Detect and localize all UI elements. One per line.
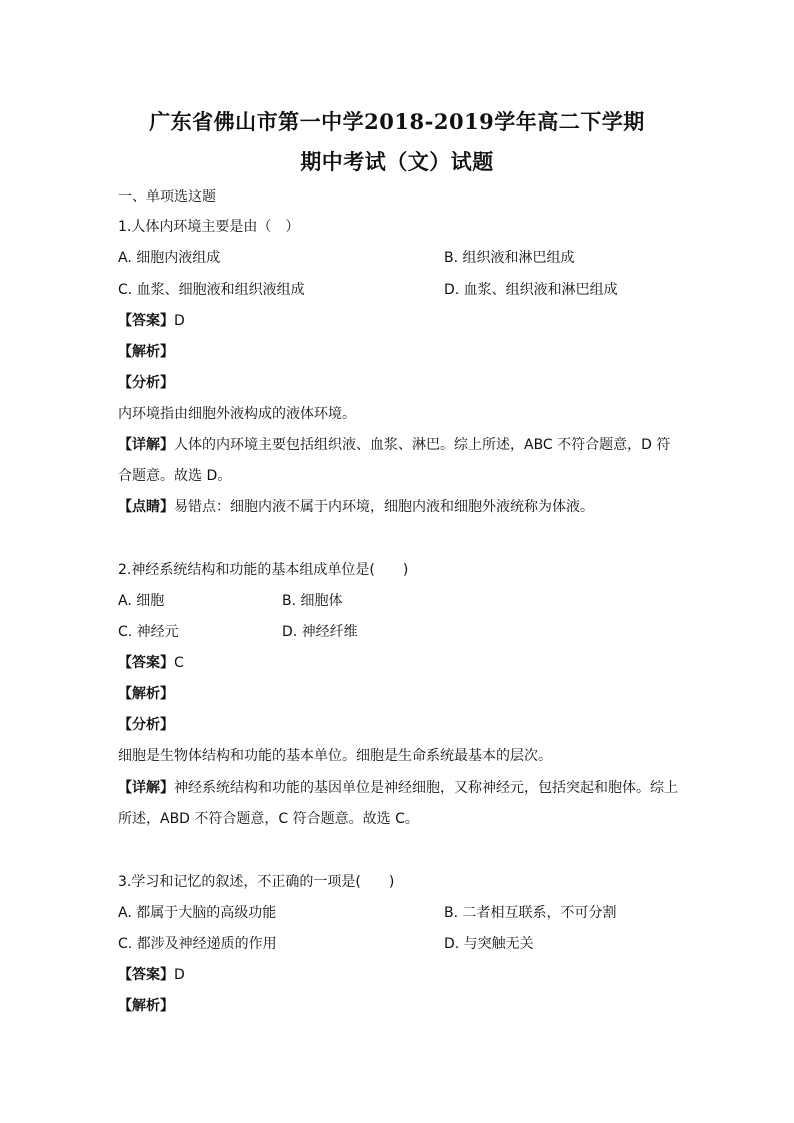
- q1-detail-line1: 人体的内环境主要包括组织液、血浆、淋巴。综上所述，ABC 不符合题意，D 符: [174, 437, 671, 453]
- q1-detail-line2: 合题意。故选 D。: [118, 468, 232, 484]
- q2-detail-line2: 所述，ABD 不符合题意，C 符合题意。故选 C。: [118, 811, 419, 827]
- q2-detail: [118, 778, 678, 798]
- q2-option-b: B. 细胞体: [282, 593, 343, 609]
- q2-fenxi-text: 细胞是生物体结构和功能的基本单位。细胞是生命系统最基本的层次。: [118, 748, 552, 764]
- q1-stem: 1.人体内环境主要是由（ ）: [118, 219, 300, 235]
- q3-option-a: A. 都属于大脑的高级功能: [118, 905, 277, 921]
- q2-option-d: D. 神经纤维: [282, 624, 358, 640]
- q3-option-d: D. 与突触无关: [444, 936, 534, 952]
- point-label: 【点睛】: [118, 499, 174, 515]
- answer-label: 【答案】: [118, 655, 174, 671]
- q1-answer: [118, 311, 185, 331]
- q2-option-c: C. 神经元: [118, 624, 179, 640]
- q3-option-c: C. 都涉及神经递质的作用: [118, 936, 277, 952]
- detail-label: 【详解】: [118, 437, 174, 453]
- title-line-2: 期中考试（文）试题: [300, 149, 494, 174]
- answer-label: 【答案】: [118, 313, 174, 329]
- q1-answer-value: D: [174, 313, 185, 329]
- detail-label: 【详解】: [118, 780, 174, 796]
- q1-point: [118, 497, 594, 517]
- q1-fenxi-label: 【分析】: [118, 375, 174, 391]
- section-heading: 一、单项选这题: [118, 189, 216, 205]
- q3-stem: 3.学习和记忆的叙述，不正确的一项是( ): [118, 874, 395, 890]
- q1-option-c: C. 血浆、细胞液和组织液组成: [118, 282, 305, 298]
- q3-answer-value: D: [174, 967, 185, 983]
- answer-label: 【答案】: [118, 967, 174, 983]
- q1-option-b: B. 组织液和淋巴组成: [444, 250, 575, 266]
- q2-answer-value: C: [174, 655, 184, 671]
- title-line-1: 广东省佛山市第一中学2018-2019学年高二下学期: [149, 109, 645, 134]
- q2-option-a: A. 细胞: [118, 593, 165, 609]
- q1-option-a: A. 细胞内液组成: [118, 250, 221, 266]
- q2-analysis-label: 【解析】: [118, 686, 174, 702]
- q2-stem: 2.神经系统结构和功能的基本组成单位是( ): [118, 562, 409, 578]
- q3-option-b: B. 二者相互联系，不可分割: [444, 905, 617, 921]
- q2-fenxi-label: 【分析】: [118, 717, 174, 733]
- q2-detail-line1: 神经系统结构和功能的基因单位是神经细胞，又称神经元，包括突起和胞体。综上: [174, 780, 678, 796]
- q1-option-d: D. 血浆、组织液和淋巴组成: [444, 282, 618, 298]
- q1-detail: [118, 435, 670, 455]
- q3-analysis-label: 【解析】: [118, 998, 174, 1014]
- q1-fenxi-text: 内环境指由细胞外液构成的液体环境。: [118, 406, 356, 422]
- q1-point-text: 易错点：细胞内液不属于内环境，细胞内液和细胞外液统称为体液。: [174, 499, 594, 515]
- q3-answer: [118, 965, 185, 985]
- q1-analysis-label: 【解析】: [118, 344, 174, 360]
- q2-answer: [118, 653, 184, 673]
